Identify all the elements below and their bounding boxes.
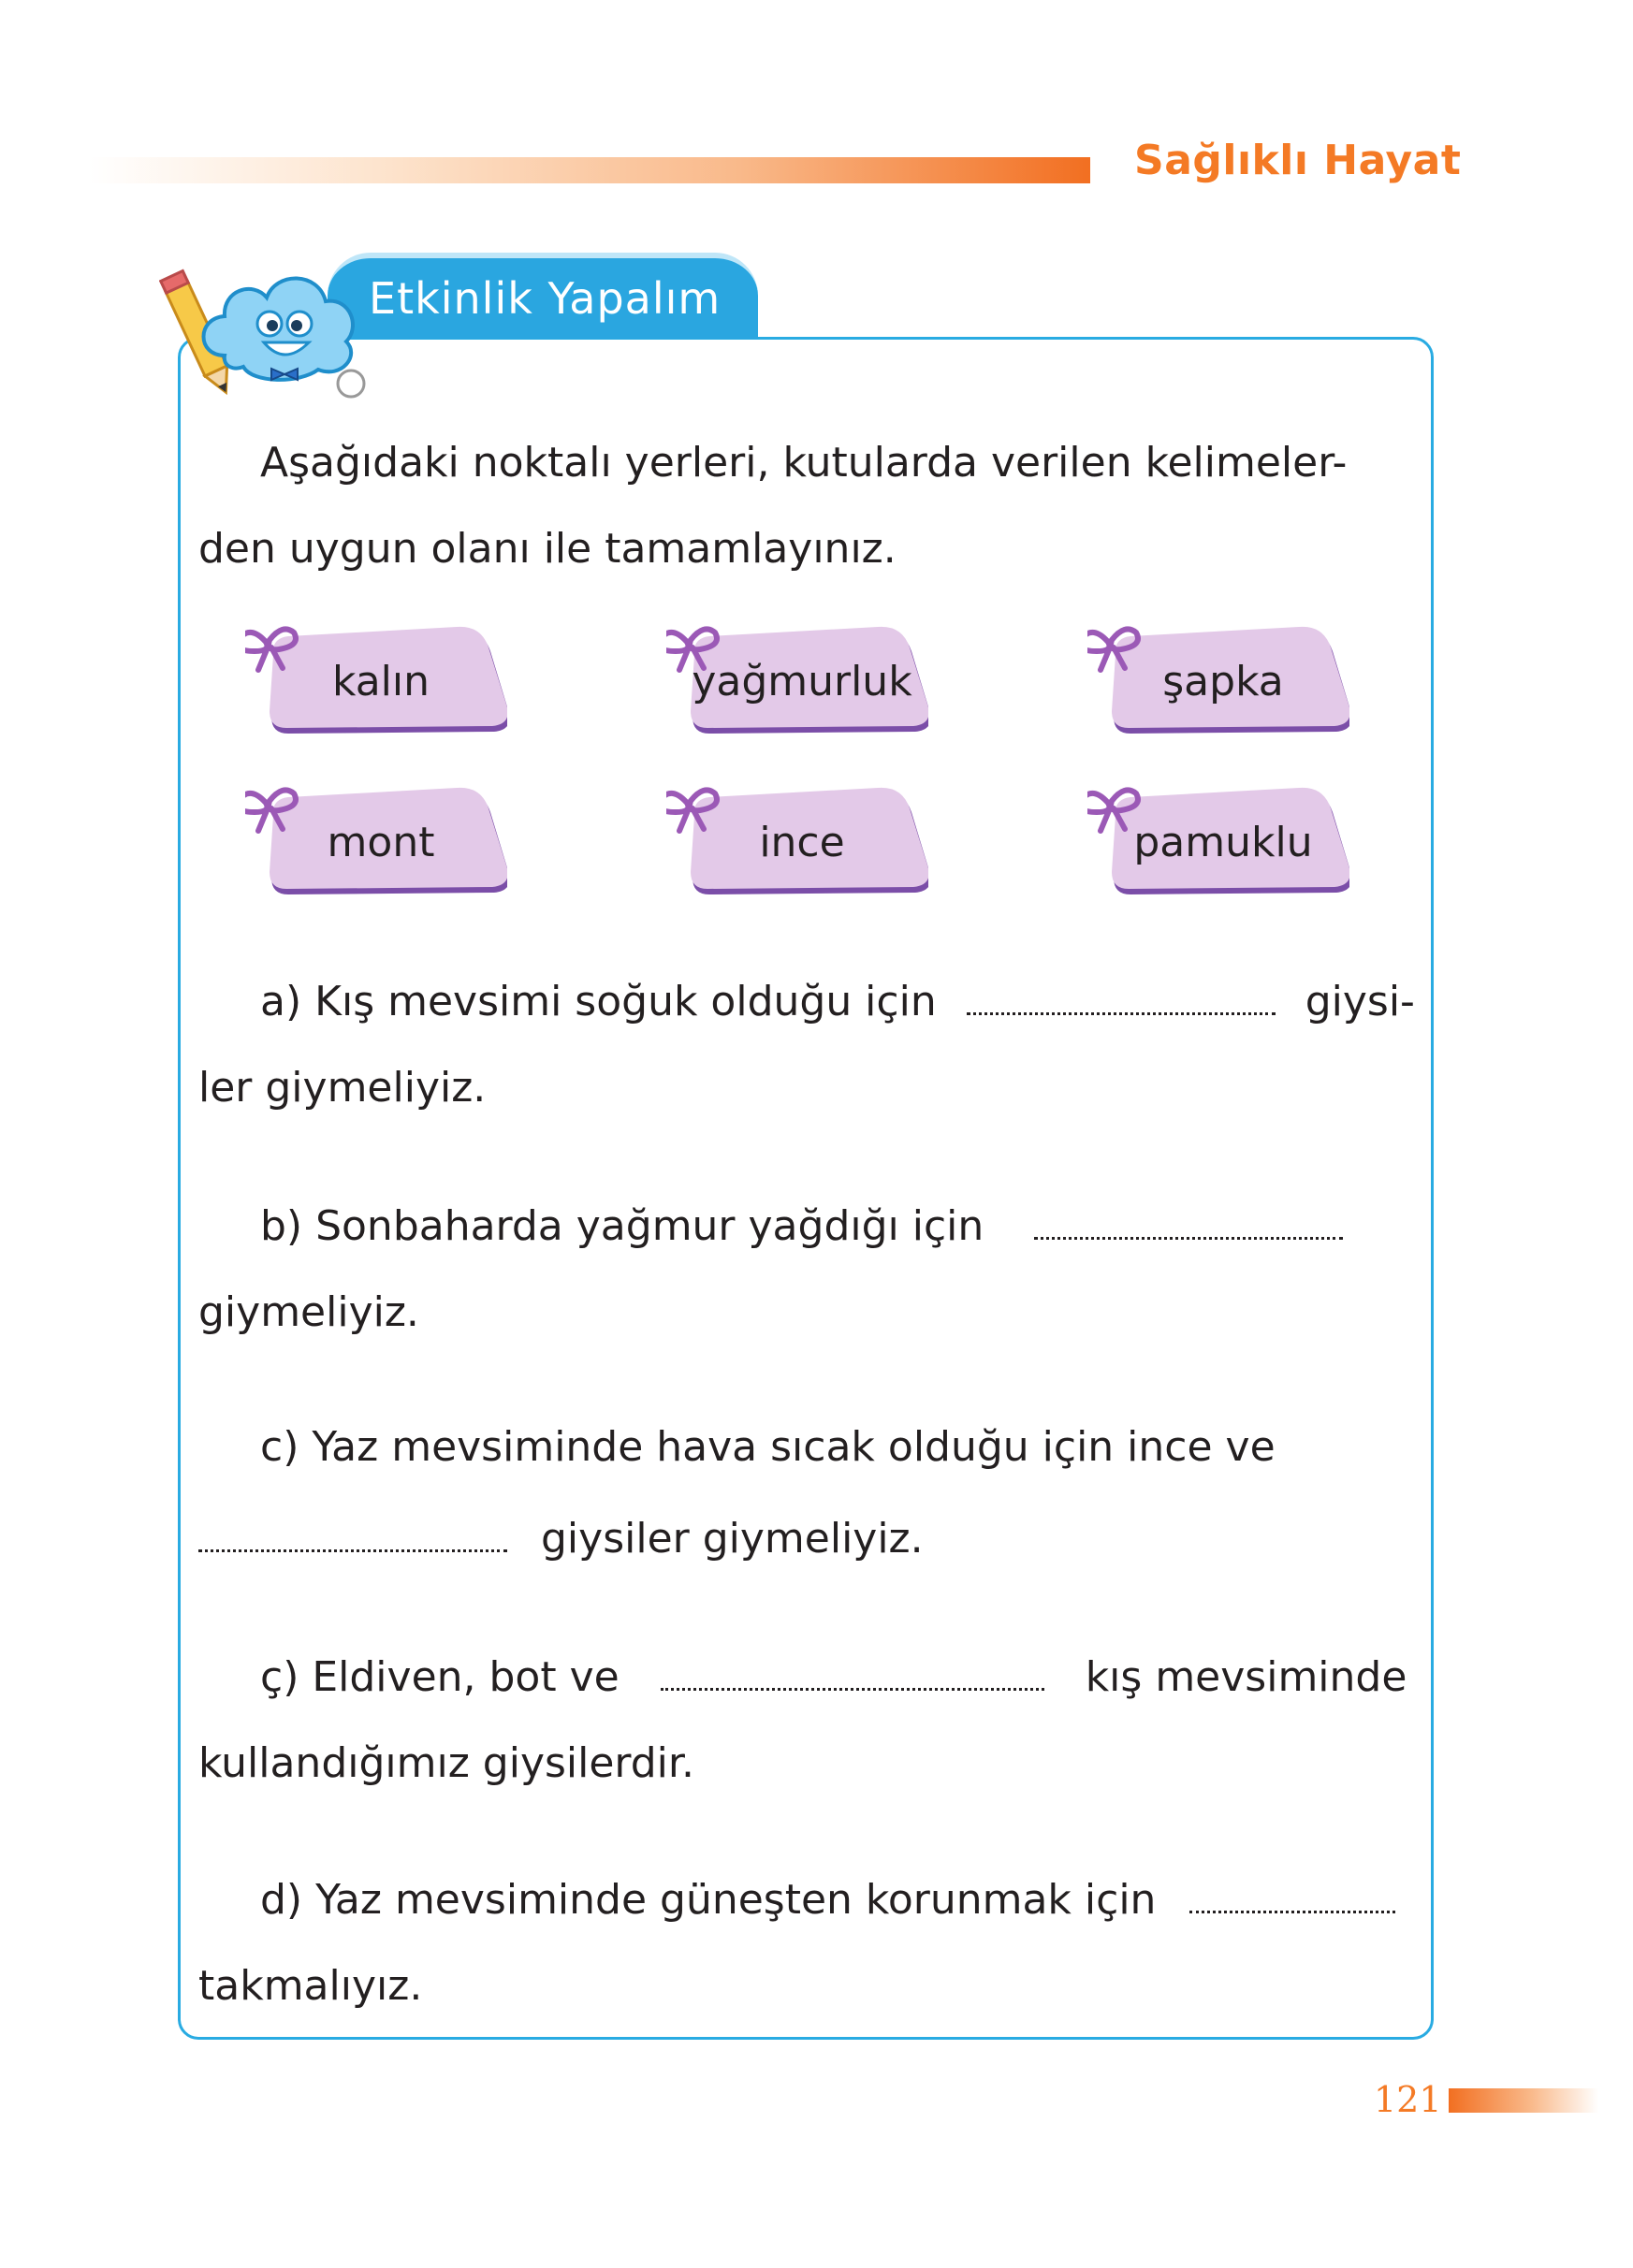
question-c-cedilla-line-2: kullandığımız giysilerdir. [198, 1739, 694, 1787]
answer-blank-b[interactable] [1034, 1209, 1343, 1240]
word-card-label: yağmurluk [692, 658, 912, 705]
question-a-line-1: a) Kış mevsimi soğuk olduğu için giysi- [260, 978, 1415, 1025]
header-gradient-bar [89, 157, 1090, 183]
answer-blank-d[interactable] [1189, 1883, 1395, 1913]
question-d-line-1: d) Yaz mevsiminde güneşten korunmak için [198, 1856, 1421, 1944]
page-number: 121 [1374, 2079, 1442, 2120]
activity-tab-title: Etkinlik Yapalım [328, 253, 758, 339]
word-card [666, 621, 928, 737]
answer-blank-a[interactable] [967, 984, 1276, 1015]
cloud-mascot-icon [159, 243, 374, 402]
question-b-line-1: b) Sonbaharda yağmur yağdığı için [198, 1183, 1421, 1271]
question-d-line-2: takmalıyız. [198, 1962, 423, 2010]
answer-blank-c-cedilla[interactable] [661, 1660, 1044, 1691]
word-card [1087, 782, 1349, 898]
question-c-cedilla-line-1: ç) Eldiven, bot ve kış mevsiminde [260, 1653, 1407, 1701]
question-a-line-2: ler giymeliyiz. [198, 1064, 487, 1112]
instruction-line-1: Aşağıdaki noktalı yerleri, kutularda verilen kelimeler- [260, 439, 1348, 487]
word-card-label: mont [327, 819, 435, 866]
question-c-line-2: giysiler giymeliyiz. [198, 1495, 1421, 1583]
instruction-line-2: den uygun olanı ile tamamlayınız. [198, 525, 897, 573]
word-card [666, 782, 928, 898]
footer-gradient-bar [1449, 2088, 1598, 2113]
unit-title: Sağlıklı Hayat [1134, 137, 1462, 184]
word-card-label: şapka [1162, 658, 1284, 705]
word-card [1087, 621, 1349, 737]
question-b-line-2: giymeliyiz. [198, 1288, 419, 1336]
word-card-label: ince [759, 819, 845, 866]
word-card-label: kalın [331, 658, 430, 705]
word-card [245, 621, 507, 737]
word-card [245, 782, 507, 898]
word-card-label: pamuklu [1133, 819, 1313, 866]
answer-blank-c[interactable] [198, 1521, 507, 1552]
question-c-line-1: c) Yaz mevsiminde hava sıcak olduğu için ince ve [260, 1423, 1276, 1471]
